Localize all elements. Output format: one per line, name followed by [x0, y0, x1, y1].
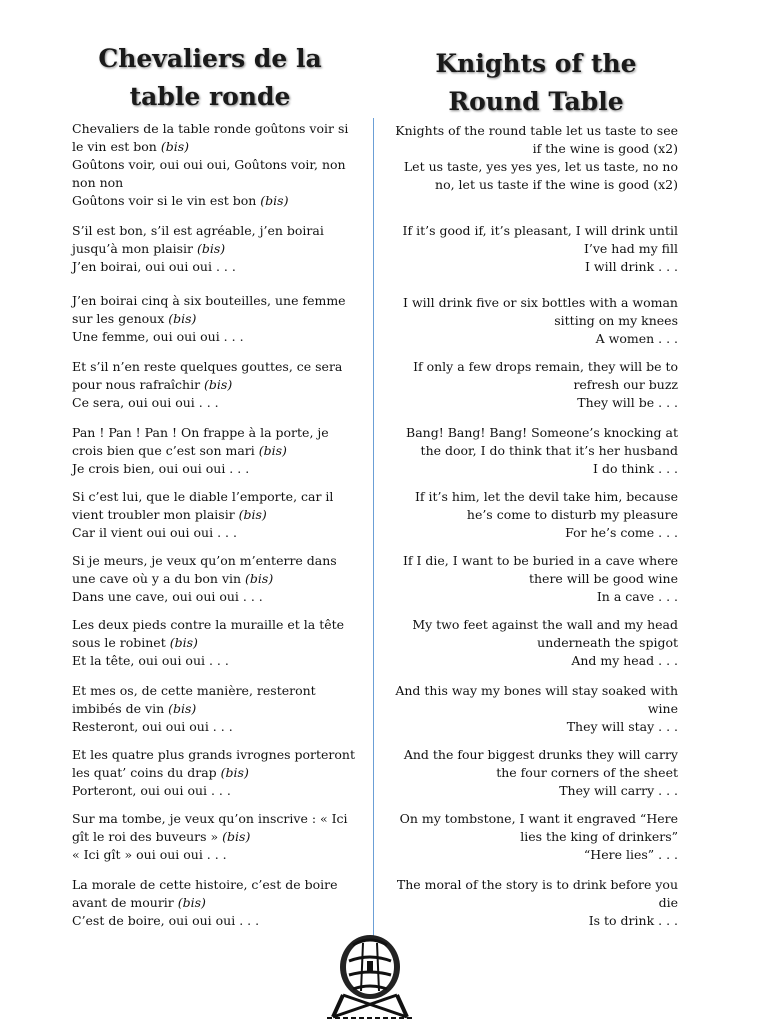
lyric-line-fr: [72, 552, 362, 588]
lyric-line-fr: [72, 616, 362, 652]
stanza-en: [386, 488, 678, 542]
stanza-en: [386, 810, 678, 864]
lyric-line-en: And this way my bones will stay soaked with wine: [395, 683, 678, 716]
lyric-text: Goûtons voir si le vin est bon: [72, 193, 261, 208]
lyric-line-fr: [72, 810, 362, 846]
lyric-line-en: I will drink . . .: [584, 259, 678, 274]
stanza-en: [386, 222, 678, 276]
lyric-line-fr: [72, 120, 362, 156]
lyric-text: Chevaliers de la table ronde goûtons voir si le vin est bon: [72, 121, 349, 154]
lyric-line-en: Bang! Bang! Bang! Someone’s knocking at the door, I do think that it’s her husband: [406, 425, 678, 458]
lyric-text: Une femme, oui oui oui . . .: [72, 329, 244, 344]
stanza-en: [386, 746, 678, 800]
column-divider: [373, 118, 374, 940]
lyric-line-fr: [72, 876, 362, 912]
stanza-fr: [72, 552, 362, 606]
lyric-line-fr: [72, 156, 362, 192]
lyric-line-en: They will carry . . .: [559, 783, 678, 798]
repeat-marker: (bis): [177, 895, 206, 910]
lyric-text: J’en boirai, oui oui oui . . .: [72, 259, 236, 274]
repeat-marker: (bis): [260, 193, 289, 208]
lyric-line-en: And my head . . .: [571, 653, 678, 668]
lyric-line-fr: [72, 222, 362, 258]
lyric-line-fr: [72, 524, 362, 542]
repeat-marker: (bis): [204, 377, 233, 392]
lyric-line-en: Knights of the round table let us taste to see if the wine is good (x2): [395, 123, 678, 156]
lyric-text: C’est de boire, oui oui oui . . .: [72, 913, 260, 928]
lyric-text: Si c’est lui, que le diable l’emporte, car il vient troubler mon plaisir: [72, 489, 334, 522]
stanza-fr: [72, 682, 362, 736]
lyric-line-fr: [72, 682, 362, 718]
lyric-line-en: They will be . . .: [577, 395, 678, 410]
lyric-text: Goûtons voir, oui oui oui, Goûtons voir, non non non: [72, 157, 346, 190]
lyric-line-fr: [72, 192, 362, 210]
lyric-text: Sur ma tombe, je veux qu’on inscrive : « Ici gît le roi des buveurs »: [72, 811, 348, 844]
lyric-line-fr: [72, 782, 362, 800]
lyric-line-fr: [72, 488, 362, 524]
stanza-fr: [72, 746, 362, 800]
lyric-line-fr: [72, 746, 362, 782]
lyric-line-en: And the four biggest drunks they will carry the four corners of the sheet: [403, 747, 678, 780]
lyric-line-en: If it’s good if, it’s pleasant, I will drink until I’ve had my fill: [402, 223, 678, 256]
stanza-fr: [72, 488, 362, 542]
stanza-en: [386, 294, 678, 348]
lyric-line-en: They will stay . . .: [566, 719, 678, 734]
repeat-marker: (bis): [220, 765, 249, 780]
lyric-line-fr: [72, 394, 362, 412]
lyric-line-fr: [72, 424, 362, 460]
stanza-fr: [72, 810, 362, 864]
stanza-en: [386, 616, 678, 670]
lyric-text: Je crois bien, oui oui oui . . .: [72, 461, 250, 476]
repeat-marker: (bis): [258, 443, 287, 458]
stanza-fr: [72, 120, 362, 210]
lyric-line-en: I do think . . .: [593, 461, 678, 476]
lyric-line-en: Is to drink . . .: [588, 913, 678, 928]
repeat-marker: (bis): [168, 311, 197, 326]
lyric-line-fr: [72, 328, 362, 346]
repeat-marker: (bis): [160, 139, 189, 154]
lyric-text: Et la tête, oui oui oui . . .: [72, 653, 229, 668]
wine-barrel-icon: [325, 925, 415, 1020]
lyric-line-en: My two feet against the wall and my head underneath the spigot: [412, 617, 678, 650]
repeat-marker: (bis): [168, 701, 197, 716]
lyric-line-en: For he’s come . . .: [565, 525, 678, 540]
repeat-marker: (bis): [238, 507, 267, 522]
lyric-text: Les deux pieds contre la muraille et la tête sous le robinet: [72, 617, 345, 650]
lyric-text: « Ici gît » oui oui oui . . .: [72, 847, 227, 862]
lyric-text: Si je meurs, je veux qu’on m’enterre dans une cave où y a du bon vin: [72, 553, 337, 586]
lyric-line-fr: [72, 258, 362, 276]
stanza-fr: [72, 424, 362, 478]
stanza-en: [386, 876, 678, 930]
stanza-fr: [72, 616, 362, 670]
lyric-line-en: I will drink five or six bottles with a woman sitting on my knees: [403, 295, 678, 328]
lyric-line-fr: [72, 846, 362, 864]
lyric-text: Et les quatre plus grands ivrognes porteront les quat’ coins du drap: [72, 747, 355, 780]
repeat-marker: (bis): [197, 241, 226, 256]
lyric-line-fr: [72, 718, 362, 736]
lyric-text: Car il vient oui oui oui . . .: [72, 525, 237, 540]
lyric-text: Dans une cave, oui oui oui . . .: [72, 589, 263, 604]
lyric-line-en: If I die, I want to be buried in a cave where there will be good wine: [402, 553, 678, 586]
lyric-line-en: If only a few drops remain, they will be to refresh our buzz: [413, 359, 678, 392]
stanza-en: [386, 122, 678, 194]
lyric-line-fr: [72, 912, 362, 930]
lyric-line-fr: [72, 588, 362, 606]
lyric-text: Resteront, oui oui oui . . .: [72, 719, 233, 734]
stanza-fr: [72, 358, 362, 412]
lyric-text: Ce sera, oui oui oui . . .: [72, 395, 219, 410]
stanza-en: [386, 682, 678, 736]
lyric-line-en: On my tombstone, I want it engraved “Here lies the king of drinkers”: [399, 811, 678, 844]
lyric-text: Et mes os, de cette manière, resteront imbibés de vin: [72, 683, 316, 716]
lyric-text: J’en boirai cinq à six bouteilles, une femme sur les genoux: [72, 293, 346, 326]
stanza-en: [386, 552, 678, 606]
lyric-line-en: “Here lies” . . .: [583, 847, 678, 862]
title-english: Knights of the Round Table: [435, 49, 637, 116]
stanza-fr: [72, 876, 362, 930]
lyric-line-en: If it’s him, let the devil take him, because he’s come to disturb my pleasure: [414, 489, 678, 522]
stanza-fr: [72, 222, 362, 276]
lyric-text: Pan ! Pan ! Pan ! On frappe à la porte, je crois bien que c’est son mari: [72, 425, 329, 458]
stanza-fr: [72, 292, 362, 346]
lyric-text: Porteront, oui oui oui . . .: [72, 783, 231, 798]
lyric-text: Et s’il n’en reste quelques gouttes, ce sera pour nous rafraîchir: [72, 359, 343, 392]
repeat-marker: (bis): [169, 635, 198, 650]
repeat-marker: (bis): [222, 829, 251, 844]
lyric-line-en: The moral of the story is to drink before you die: [396, 877, 678, 910]
lyric-line-fr: [72, 460, 362, 478]
stanza-en: [386, 424, 678, 478]
repeat-marker: (bis): [245, 571, 274, 586]
lyric-line-en: In a cave . . .: [596, 589, 678, 604]
lyric-line-fr: [72, 358, 362, 394]
stanza-en: [386, 358, 678, 412]
lyric-line-en: A women . . .: [595, 331, 678, 346]
title-french: Chevaliers de la table ronde: [98, 44, 322, 111]
lyric-line-fr: [72, 652, 362, 670]
lyric-text: La morale de cette histoire, c’est de boire avant de mourir: [72, 877, 338, 910]
lyric-line-fr: [72, 292, 362, 328]
lyric-line-en: Let us taste, yes yes yes, let us taste, no no no, let us taste if the wine is good (x2): [403, 159, 678, 192]
lyric-text: S’il est bon, s’il est agréable, j’en boirai jusqu’à mon plaisir: [72, 223, 324, 256]
